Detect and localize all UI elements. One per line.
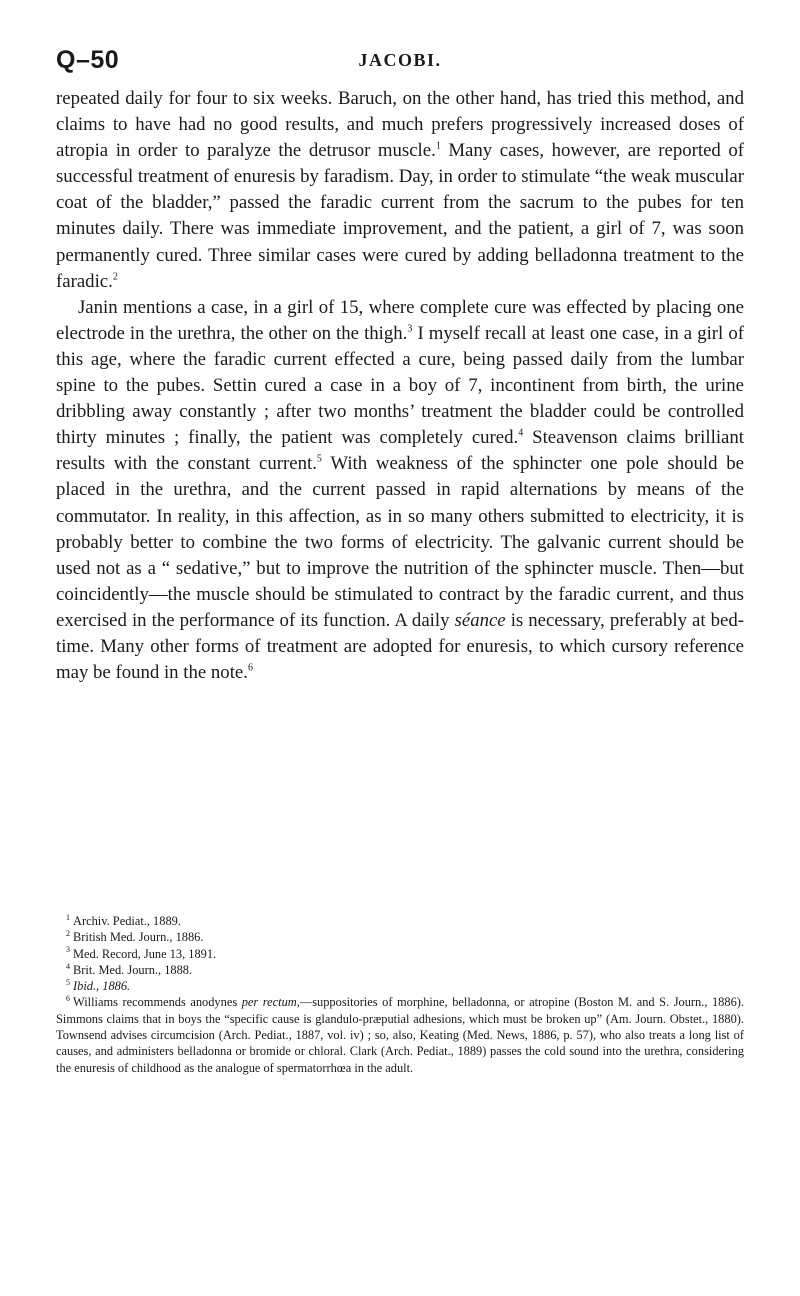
footnote-3 [56,946,744,962]
body-text [56,86,744,686]
paragraph-text: is necessary, preferably at bed-time. Many other forms of treatment are adopted for enuresis, to which cursory reference may be found in the note. [56,609,745,684]
footnotes [56,913,744,1076]
footnote-5 [56,978,744,994]
footnote-mark: 5 [66,978,70,988]
paragraph-text: Many cases, however, are reported of successful treatment of enuresis by faradism. Day, in order to stimulate “the weak muscular coat of the bladder,” passed the faradic current from the sacrum to the pubes for ten minutes daily. There was immediate improvement, and the patient, a girl of 7, was soon permanently cured. Three similar cases were cured by adding belladonna treatment to the faradic. [56,140,744,292]
paragraph-1 [56,86,744,295]
footnote-text: Ibid., 1886. [73,979,131,994]
footnote-1 [56,913,744,929]
footnote-text: —suppositories of morphine, belladonna, or atropine (Boston M. and S. Journ., 1886). Simmons claims that in boys the “specific cause is glandulo-præputial adhesions, which must be broken up” (Am. Journ. Obstet., 1880). Townsend advises circumcision (Arch. Pediat., 1887, vol. iv) ; so, also, Keating (Med. News, 1886, p. 57), who also treats a long list of causes, and administers belladonna or bromide or chloral. Clark (Arch. Pediat., 1889) passes the cold sound into the urethra, considering the enuresis of childhood as the analogue of spermatorrhœa in the adult. [56,995,744,1075]
paragraph-text: repeated daily for four to six weeks. Baruch, on the other hand, has tried this method, and claims to have had no good results, and much prefers progressively increased doses of atropia in order to paralyze the detrusor muscle. [56,88,744,162]
footnote-4 [56,962,744,978]
footnote-text: British Med. Journ., 1886. [73,930,204,945]
footnote-ref: 1 [435,140,441,152]
footnote-mark: 4 [66,961,70,971]
footnote-text: Brit. Med. Journ., 1888. [73,962,193,977]
footnote-ref: 5 [316,454,322,466]
page-header [56,46,744,76]
paragraph-text: I myself recall at least one case, in a girl of this age, where the faradic current effected a cure, being passed daily from the lumbar spine to the pubes. Settin cured a case in a boy of 7, incontinent from birth, the urine dribbling away constantly ; after two months’ treatment the bladder could be controlled thirty minutes ; finally, the patient was completely cured. [56,322,744,449]
footnote-2 [56,929,744,945]
footnote-mark: 6 [66,994,70,1004]
paragraph-text: Janin mentions a case, in a girl of 15, where complete cure was effected by placing one electrode in the urethra, the other on the thigh. [56,296,744,344]
footnote-ref: 6 [247,662,253,674]
footnote-mark: 3 [66,945,70,955]
footnote-mark: 2 [66,929,70,939]
footnote-ref: 3 [407,323,413,335]
footnote-mark: 1 [66,912,70,922]
footnote-ref: 2 [112,271,118,283]
footnote-ref: 4 [518,427,524,439]
italic-term: séance [454,609,506,631]
running-head: JACOBI. [358,50,442,70]
page-number: Q–50 [56,46,120,74]
paragraph-text: Steavenson claims brilliant results with the constant current. [56,427,744,475]
italic-term: per rectum, [241,995,300,1010]
footnote-text: Archiv. Pediat., 1889. [73,914,181,928]
footnote-text: Williams recommends anodynes [73,995,242,1010]
paragraph-2 [56,295,744,686]
footnote-6 [56,994,744,1075]
paragraph-text: With weakness of the sphincter one pole should be placed in the urethra, and the current passed in rapid alternations by means of the commutator. In reality, in this affection, as in so many others submitted to electricity, it is probably better to combine the two forms of electricity. The galvanic current should be used not as a “ sedative,” but to improve the nutrition of the sphincter muscle. Then—but coincidently—the muscle should be stimulated to contract by the faradic current, and thus exercised in the performance of its function. A daily [56,453,744,631]
footnote-text: Med. Record, June 13, 1891. [73,946,217,961]
